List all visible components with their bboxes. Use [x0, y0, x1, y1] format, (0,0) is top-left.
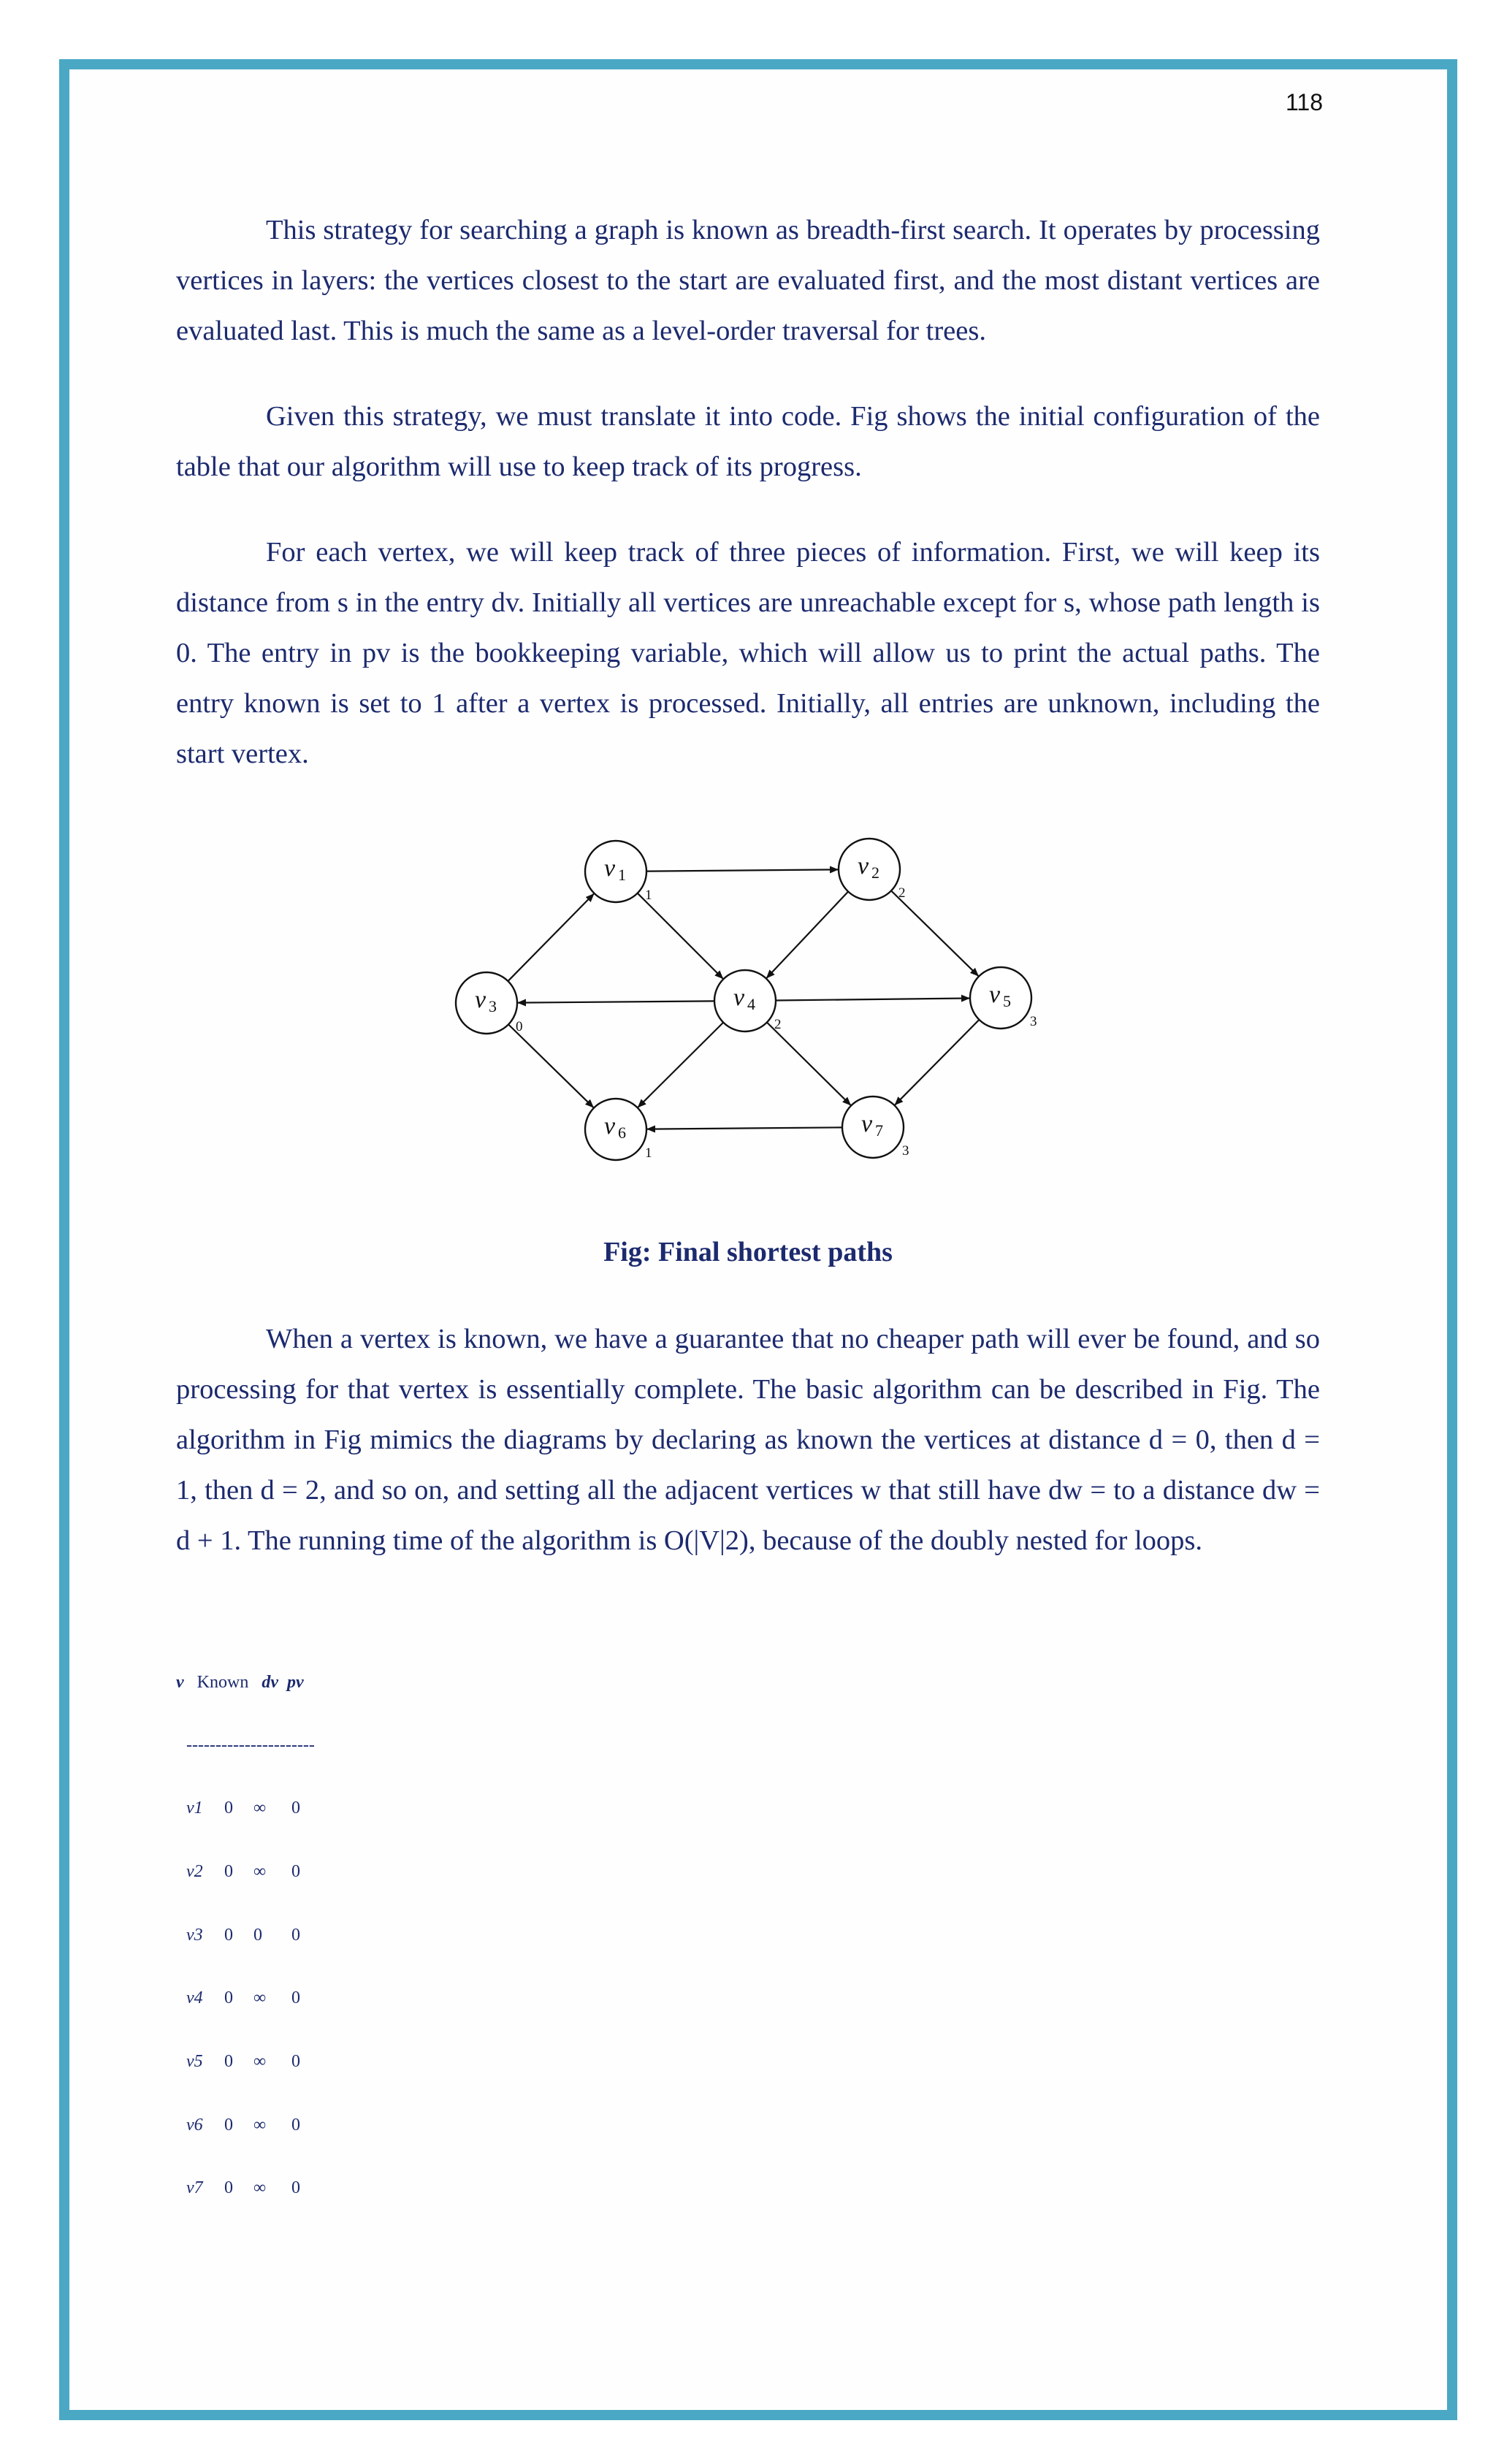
header-known: Known [196, 1673, 249, 1692]
paragraph-bfs-intro [176, 205, 1320, 356]
vertex-circle [970, 967, 1031, 1029]
edge-v4-v7 [767, 1023, 851, 1105]
paragraph-text: For each vertex, we will keep track of three pieces of information. First, we will keep its distance from s in the entry dv. Initially all vertices are unreachable except for s, whose path length is 0. The entry in pv is the bookkeeping variable, which will allow us to print the actual paths. The entry known is set to 1 after a vertex is processed. Initially, all entries are unknown, including the start vertex. [176, 537, 1320, 769]
cell-dv: ∞ [253, 2116, 267, 2135]
edge-v3-v6 [508, 1024, 593, 1107]
vertex-subscript: 6 [618, 1124, 626, 1142]
table-header [176, 1673, 304, 1693]
vertex-label: v [733, 984, 745, 1011]
cell-pv: 0 [291, 1862, 300, 1881]
vertex-circle [839, 839, 900, 900]
cell-dv: ∞ [253, 1799, 267, 1818]
cell-vertex: v4 [186, 1988, 203, 2007]
vertex-subscript: 5 [1003, 992, 1011, 1010]
vertex-v1 [585, 841, 652, 903]
figure-caption: Fig: Final shortest paths [603, 1237, 893, 1267]
vertex-label: v [858, 853, 869, 880]
vertex-distance-label: 3 [1030, 1014, 1037, 1029]
cell-known: 0 [224, 1862, 233, 1881]
vertex-v7 [842, 1096, 909, 1159]
paragraph-text: When a vertex is known, we have a guarantee that no cheaper path will ever be found, and so processing for that vertex is essentially complete. The basic algorithm can be described in Fig. The algorithm in Fig mimics the diagrams by declaring as known the vertices at distance d = 0, then d = 1, then d = 2, and so on, and setting all the adjacent vertices w that still have dw = to a distance dw = d + 1. The running time of the algorithm is O(|V|2), because of the doubly nested for loops. [176, 1324, 1320, 1556]
vertex-label: v [861, 1110, 873, 1137]
vertex-subscript: 2 [871, 863, 879, 882]
cell-dv: ∞ [253, 2178, 267, 2197]
edge-v4-v6 [638, 1023, 723, 1107]
vertex-distance-label: 3 [902, 1143, 909, 1159]
vertex-v6 [585, 1099, 652, 1161]
cell-dv: ∞ [253, 1988, 267, 2007]
cell-dv: ∞ [253, 2052, 267, 2071]
edge-v5-v7 [895, 1020, 979, 1105]
edge-v4-v3 [518, 1001, 714, 1002]
vertex-subscript: 7 [875, 1121, 883, 1140]
cell-pv: 0 [291, 2116, 300, 2135]
edge-v2-v5 [891, 890, 978, 976]
page-number: 118 [1285, 89, 1323, 115]
edge-v1-v4 [638, 893, 723, 979]
edge-v1-v2 [646, 869, 838, 871]
cell-vertex: v1 [186, 1799, 203, 1818]
vertex-distance-label: 2 [774, 1017, 782, 1032]
cell-dv: ∞ [253, 1862, 267, 1881]
cell-pv: 0 [291, 1926, 300, 1945]
vertex-distance-label: 2 [898, 885, 906, 901]
cell-known: 0 [224, 2052, 233, 2071]
vertex-circle [842, 1096, 904, 1158]
vertex-v5 [970, 967, 1037, 1029]
vertex-circle [585, 1099, 646, 1160]
table-separator: ---------------------- [186, 1736, 315, 1755]
vertex-subscript: 3 [489, 997, 497, 1015]
header-pv: pv [286, 1673, 304, 1692]
vertex-distance-label: 1 [645, 888, 652, 903]
graph-svg [438, 825, 1066, 1191]
cell-vertex: v2 [186, 1862, 203, 1881]
vertex-subscript: 4 [747, 995, 755, 1013]
shortest-path-graph-figure [438, 825, 1066, 1191]
vertex-v4 [714, 970, 782, 1032]
cell-vertex: v3 [186, 1926, 203, 1945]
vertex-circle [714, 970, 776, 1031]
paragraph-text: Given this strategy, we must translate it into code. Fig shows the initial configuration of the table that our algorithm will use to keep track of its progress. [176, 401, 1320, 482]
vertex-distance-label: 1 [645, 1145, 652, 1161]
paragraph-algorithm-description [176, 1314, 1320, 1566]
header-v: v [176, 1673, 184, 1692]
vertex-v3 [456, 972, 523, 1034]
edge-v7-v6 [647, 1127, 842, 1129]
vertex-label: v [989, 981, 1001, 1008]
vertex-circle [585, 841, 646, 902]
cell-pv: 0 [291, 1799, 300, 1818]
edge-v2-v4 [767, 892, 849, 978]
cell-vertex: v7 [186, 2178, 203, 2197]
cell-known: 0 [224, 1926, 233, 1945]
cell-known: 0 [224, 2178, 233, 2197]
vertex-distance-label: 0 [516, 1019, 523, 1034]
vertex-label: v [604, 1113, 616, 1140]
cell-pv: 0 [291, 2052, 300, 2071]
paragraph-text: This strategy for searching a graph is known as breadth-first search. It operates by processing vertices in layers: the vertices closest to the start are evaluated first, and the most distant vertices are evaluated last. This is much the same as a level-order traversal for trees. [176, 215, 1320, 346]
vertex-v2 [839, 839, 906, 901]
vertex-subscript: 1 [618, 866, 626, 884]
cell-vertex: v6 [186, 2116, 203, 2135]
cell-vertex: v5 [186, 2052, 203, 2071]
vertex-circle [456, 972, 517, 1034]
edge-v3-v1 [508, 894, 593, 981]
cell-known: 0 [224, 1988, 233, 2007]
paragraph-vertex-info [176, 527, 1320, 779]
cell-known: 0 [224, 2116, 233, 2135]
graph-nodes [456, 839, 1037, 1161]
cell-dv: 0 [253, 1926, 262, 1945]
vertex-label: v [604, 855, 616, 882]
vertex-label: v [475, 986, 486, 1013]
paragraph-translate-code [176, 392, 1320, 492]
edge-v4-v5 [776, 998, 969, 1000]
cell-known: 0 [224, 1799, 233, 1818]
cell-pv: 0 [291, 2178, 300, 2197]
cell-pv: 0 [291, 1988, 300, 2007]
header-dv: dv [262, 1673, 278, 1692]
